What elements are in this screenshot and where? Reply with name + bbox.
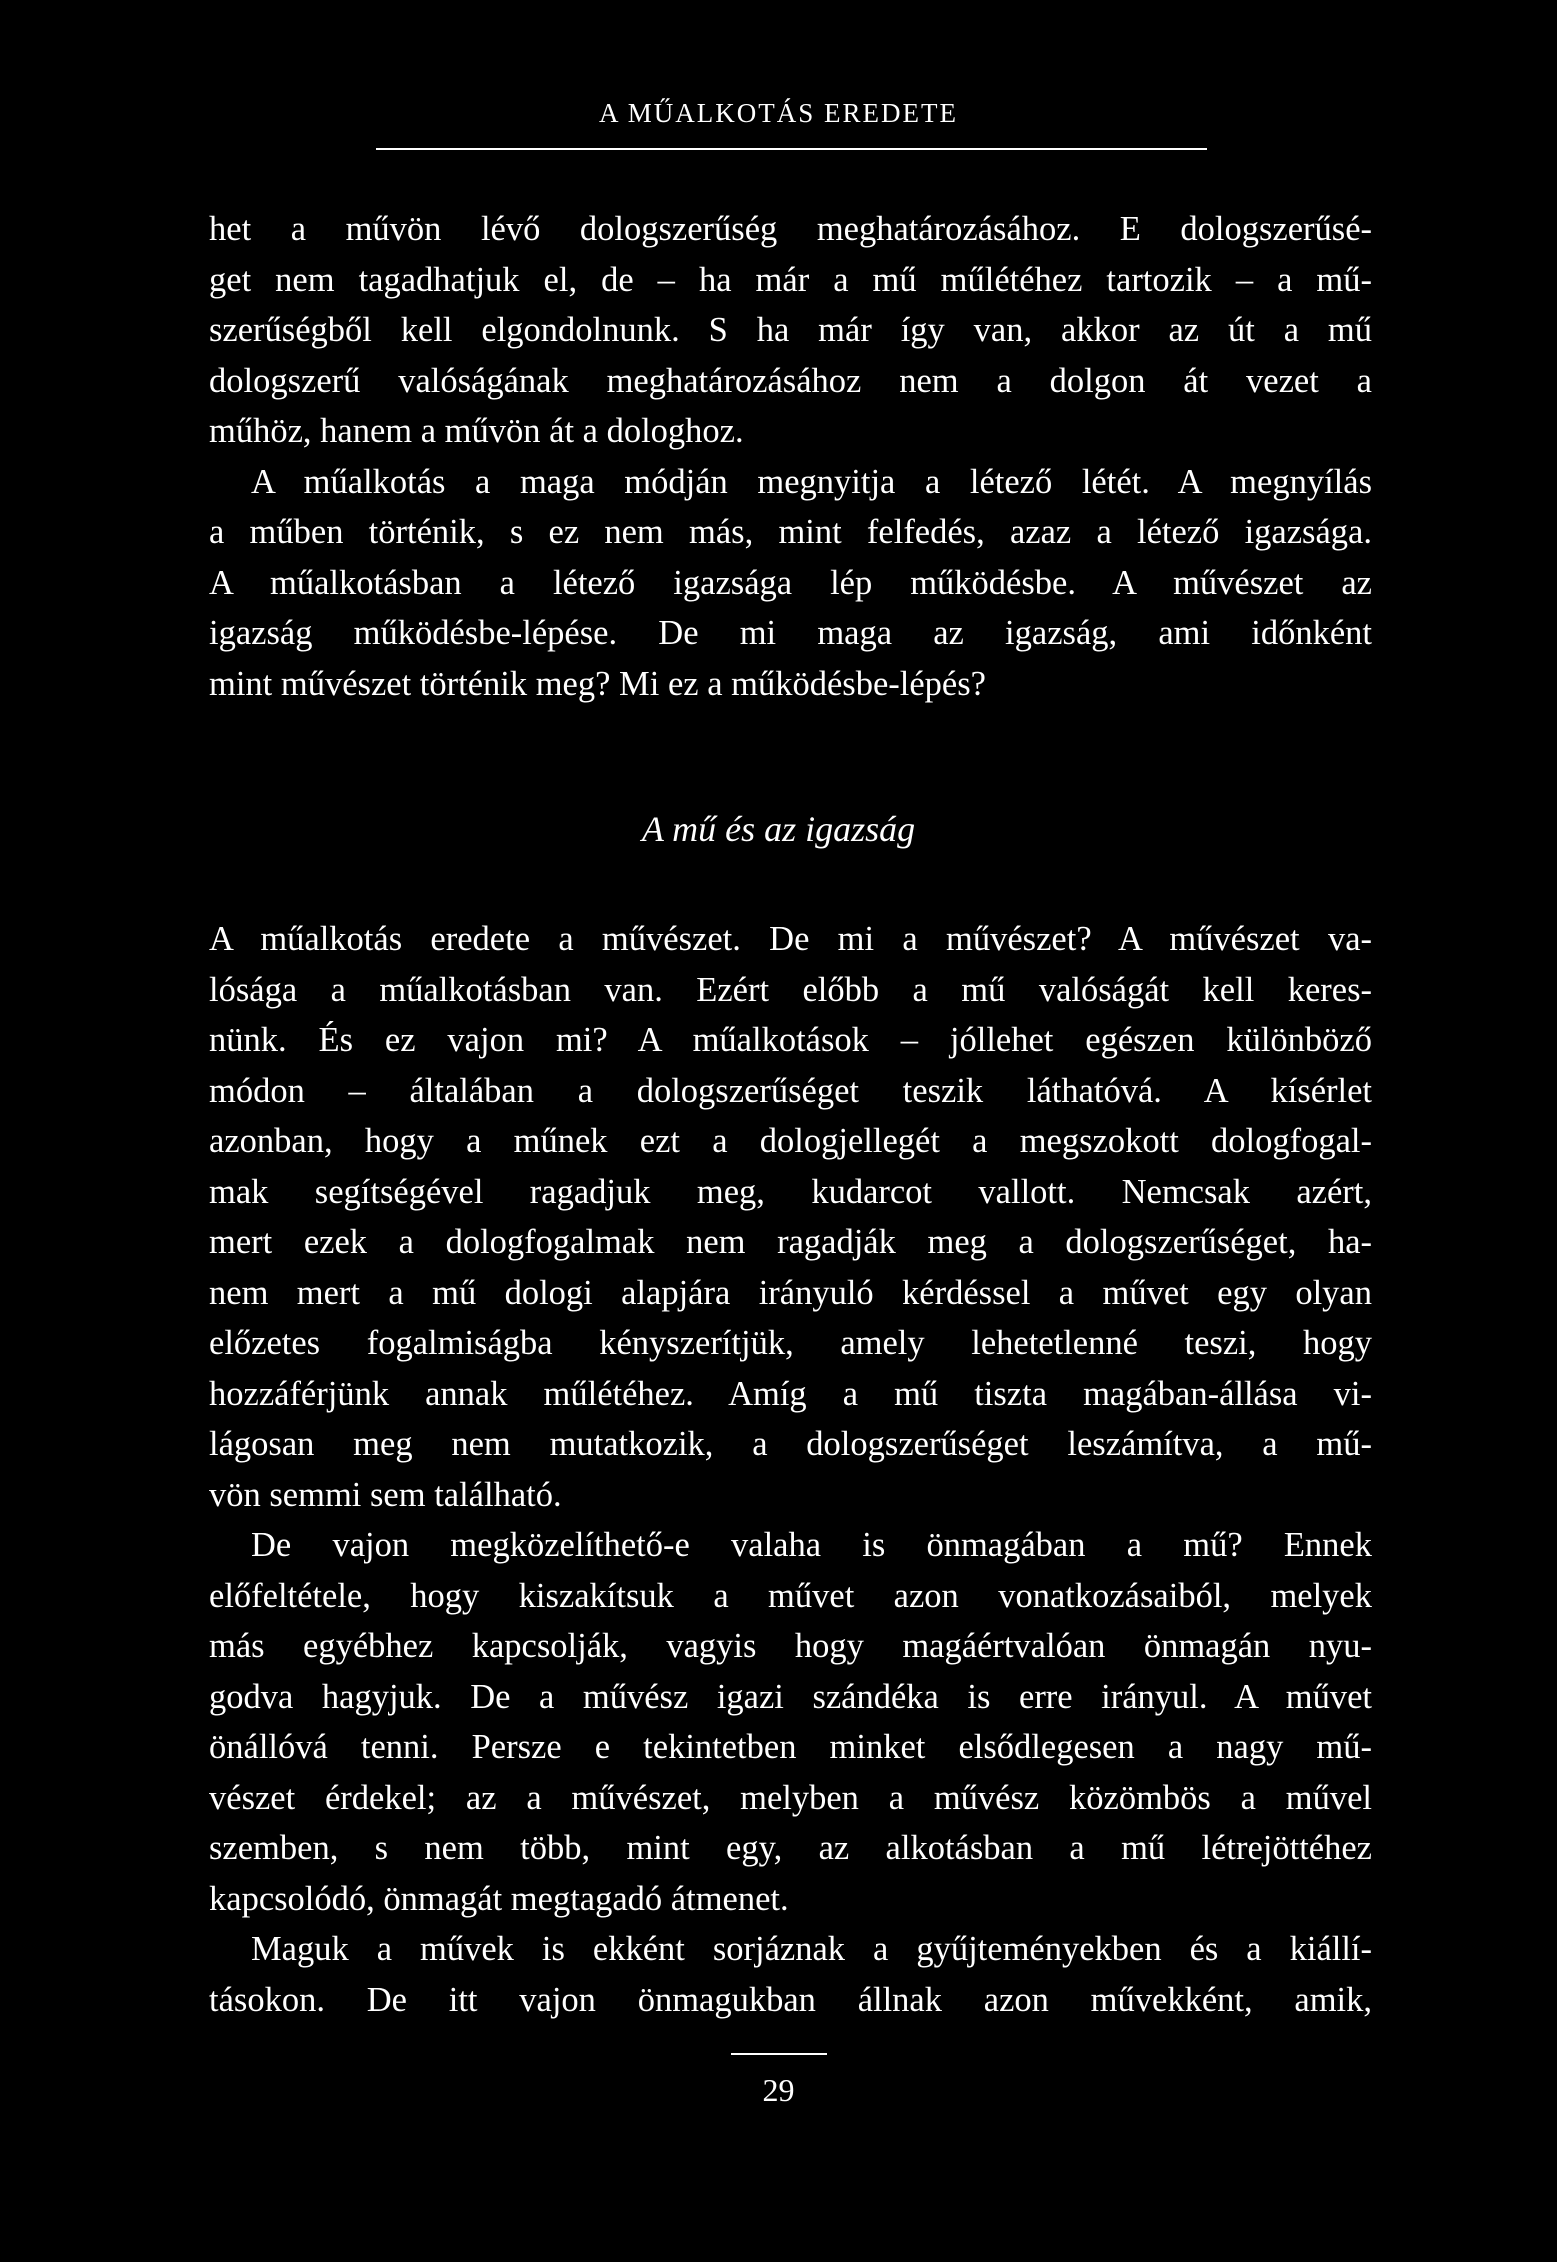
text-block-2 xyxy=(209,914,1372,2025)
text-line: het a művön lévő dologszerűség meghatározásához. E dologszerűsé- xyxy=(209,210,1372,248)
text-line: önállóvá tenni. Persze e tekintetben minket elsődlegesen a nagy mű- xyxy=(209,1728,1372,1766)
text-line: mint művészet történik meg? Mi ez a működésbe-lépés? xyxy=(209,664,986,703)
page-number: 29 xyxy=(762,2072,795,2108)
text-line: vészet érdekel; az a művészet, melyben a művész közömbös a művel xyxy=(209,1778,1372,1817)
text-block-1 xyxy=(209,204,1372,709)
text-line: godva hagyjuk. De a művész igazi szándéka is erre irányul. A művet xyxy=(209,1677,1372,1716)
text-line: nünk. És ez vajon mi? A műalkotások – jóllehet egészen különböző xyxy=(209,1021,1372,1059)
text-line: lósága a műalkotásban van. Ezért előbb a mű valóságát kell keres- xyxy=(209,970,1372,1009)
text-line: mak segítségével ragadjuk meg, kudarcot vallott. Nemcsak azért, xyxy=(209,1172,1372,1211)
text-line: kapcsolódó, önmagát megtagadó átmenet. xyxy=(209,1879,789,1918)
text-line: A műalkotás a maga módján megnyitja a létező létét. A megnyílás xyxy=(251,462,1372,501)
text-line: vön semmi sem található. xyxy=(209,1475,562,1514)
text-line: lágosan meg nem mutatkozik, a dologszerűséget leszámítva, a mű- xyxy=(209,1425,1372,1463)
text-line: mert ezek a dologfogalmak nem ragadják meg a dologszerűséget, ha- xyxy=(209,1223,1372,1261)
text-line: előzetes fogalmiságba kényszerítjük, amely lehetetlenné teszi, hogy xyxy=(209,1324,1372,1362)
text-line: Maguk a művek is ekként sorjáznak a gyűjteményekben és a kiállí- xyxy=(251,1930,1372,1968)
text-line: műhöz, hanem a művön át a dologhoz. xyxy=(209,412,744,450)
text-line: tásokon. De itt vajon önmagukban állnak azon művekként, amik, xyxy=(209,1980,1372,2019)
text-line: előfeltétele, hogy kiszakítsuk a művet azon vonatkozásaiból, melyek xyxy=(209,1576,1372,1615)
footer-rule xyxy=(731,2053,827,2055)
text-line: De vajon megközelíthető-e valaha is önmagában a mű? Ennek xyxy=(251,1526,1372,1564)
text-line: dologszerű valóságának meghatározásához nem a dolgon át vezet a xyxy=(209,361,1372,400)
text-line: A műalkotás eredete a művészet. De mi a művészet? A művészet va- xyxy=(209,920,1372,958)
text-line: módon – általában a dologszerűséget teszik láthatóvá. A kísérlet xyxy=(209,1071,1372,1110)
text-line: igazság működésbe-lépése. De mi maga az igazság, ami időnként xyxy=(209,614,1372,652)
text-line: más egyébhez kapcsolják, vagyis hogy magáértvalóan önmagán nyu- xyxy=(209,1627,1372,1665)
text-line: A műalkotásban a létező igazsága lép működésbe. A művészet az xyxy=(209,563,1372,602)
text-line: get nem tagadhatjuk el, de – ha már a mű műlétéhez tartozik – a mű- xyxy=(209,260,1372,299)
section-heading: A mű és az igazság xyxy=(641,809,916,849)
running-head: A MŰALKOTÁS EREDETE xyxy=(599,98,958,128)
header-rule xyxy=(376,148,1207,150)
text-line: a műben történik, s ez nem más, mint felfedés, azaz a létező igazsága. xyxy=(209,513,1372,551)
text-line: szemben, s nem több, mint egy, az alkotásban a mű létrejöttéhez xyxy=(209,1829,1372,1867)
text-line: azonban, hogy a műnek ezt a dologjellegét a megszokott dologfogal- xyxy=(209,1122,1372,1160)
text-line: szerűségből kell elgondolnunk. S ha már így van, akkor az út a mű xyxy=(209,311,1372,349)
text-line: nem mert a mű dologi alapjára irányuló kérdéssel a művet egy olyan xyxy=(209,1273,1372,1312)
text-line: hozzáférjünk annak műlétéhez. Amíg a mű tiszta magában-állása vi- xyxy=(209,1374,1372,1413)
